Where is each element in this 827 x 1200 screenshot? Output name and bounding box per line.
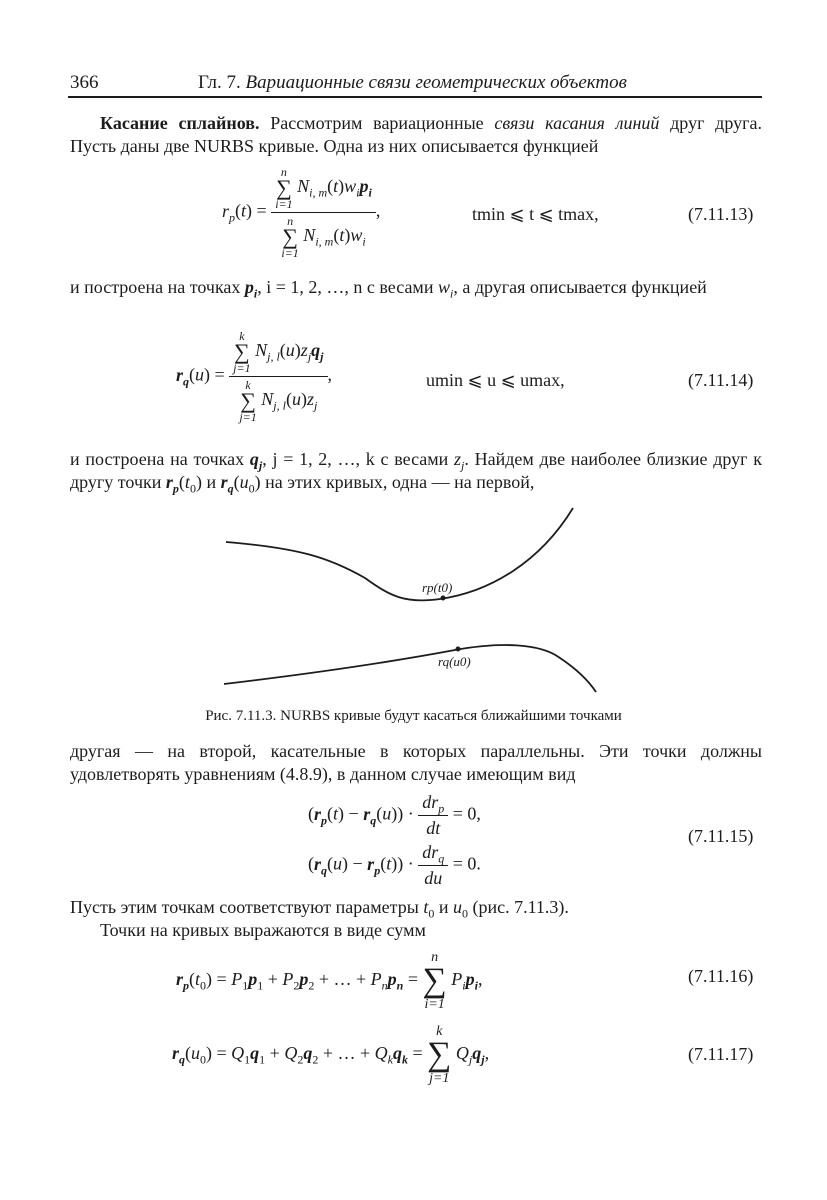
curve-rq (224, 645, 596, 692)
text: друг друга. Пусть даны две NURBS кривые. Одна из них описывается функцией (70, 113, 762, 156)
eq14-condition: umin ⩽ u ⩽ umax, (426, 370, 565, 390)
text: Рассмотрим вариационные (259, 113, 495, 133)
text: Пусть этим точкам соответствуют параметры (70, 897, 424, 917)
point-rq-u0 (456, 647, 461, 652)
header-rule (68, 96, 762, 98)
eq13-condition: tmin ⩽ t ⩽ tmax, (472, 204, 599, 224)
text: . Найдем две наиболее близкие друг к другу точки (70, 449, 762, 492)
section-heading: Касание сплайнов. (100, 113, 260, 133)
eq14-number: (7.11.14) (688, 370, 754, 390)
text: и построена на точках (70, 449, 250, 469)
eq17-number: (7.11.17) (688, 1044, 754, 1064)
text: и (434, 897, 453, 917)
eq13-number: (7.11.13) (688, 204, 754, 224)
text: (рис. 7.11.3). (467, 897, 569, 917)
eq16-number: (7.11.16) (688, 966, 754, 986)
chapter-title: Вариационные связи геометрических объектов (245, 72, 627, 93)
paragraph-points-p: и построена на точках $p_i$, i = 1, 2, …, n с весами $w_i$, а другая описывается функцией (70, 277, 707, 301)
text: , j = 1, 2, …, k с весами (262, 449, 455, 469)
curve-rp (226, 508, 573, 600)
eq15-number: (7.11.15) (688, 826, 754, 846)
figure-nurbs-curves (0, 500, 827, 700)
equation-7-11-15-b: $(r_q(u) - r_p(t))$ · $\frac{dr_q}{du}$ = 0. (308, 842, 481, 888)
paragraph-intro (70, 112, 762, 158)
text: и построена на точках (70, 277, 245, 297)
text-italic: связи касания линий (494, 113, 660, 133)
equation-7-11-15-a: $(r_p(t) - r_q(u))$ · $\frac{dr_p}{dt}$ = 0, (308, 792, 481, 838)
page-number: 366 (70, 72, 99, 93)
paragraph-sums: Точки на кривых выражаются в виде сумм (100, 920, 426, 940)
label-rp-t0: rp(t0) (422, 580, 453, 595)
running-header (198, 72, 627, 94)
chapter-label: Гл. 7. (198, 72, 241, 93)
label-rq-u0: rq(u0) (438, 654, 471, 669)
equation-7-11-13: $r_p(t)$ = n ∑ i=1 $N_{i, m}(t)w_ip_i$ n ∑ i=1 $N_{i, m}(t)w_i$ , (222, 165, 381, 260)
equation-7-11-14: $r_q(u)$ = k ∑ j=1 $N_{j, l}(u)z_jq_j$ k ∑ j=1 $N_{j, l}(u)z_j$ , (176, 329, 332, 424)
figure-caption: Рис. 7.11.3. NURBS кривые будут касаться ближайшими точками (205, 708, 622, 724)
text: на этих кривых, одна — на первой, (260, 472, 535, 492)
paragraph-points-q: и построена на точках $q_j$, j = 1, 2, …, k с весами $z_j$. Найдем две наиболее близкие друг к другу точки $r_p(t_0)$ и $r_q(u_0)$ на этих кривых, одна — на первой, (70, 449, 762, 496)
equation-7-11-17: $r_q(u_0) = Q_1q_1 + Q_2q_2$ + … + $Q_kq_k$ = k ∑ j=1 $Q_jq_j$, (172, 1024, 490, 1086)
text: , i = 1, 2, …, n с весами (257, 277, 438, 297)
text: , а другая описывается функцией (453, 277, 707, 297)
equation-7-11-16: $r_p(t_0) = P_1p_1 + P_2p_2$ + … + $P_np_n$ = n ∑ i=1 $P_ip_i$, (176, 950, 483, 1012)
point-rp-t0 (441, 596, 446, 601)
text: и (201, 472, 221, 492)
paragraph-tangents: другая — на второй, касательные в которых параллельны. Эти точки должны удовлетворять уравнениям (4.8.9), в данном случае имеющим вид (70, 741, 762, 784)
paragraph-parameters: Пусть этим точкам соответствуют параметры $t_0$ и $u_0$ (рис. 7.11.3). (70, 897, 569, 921)
